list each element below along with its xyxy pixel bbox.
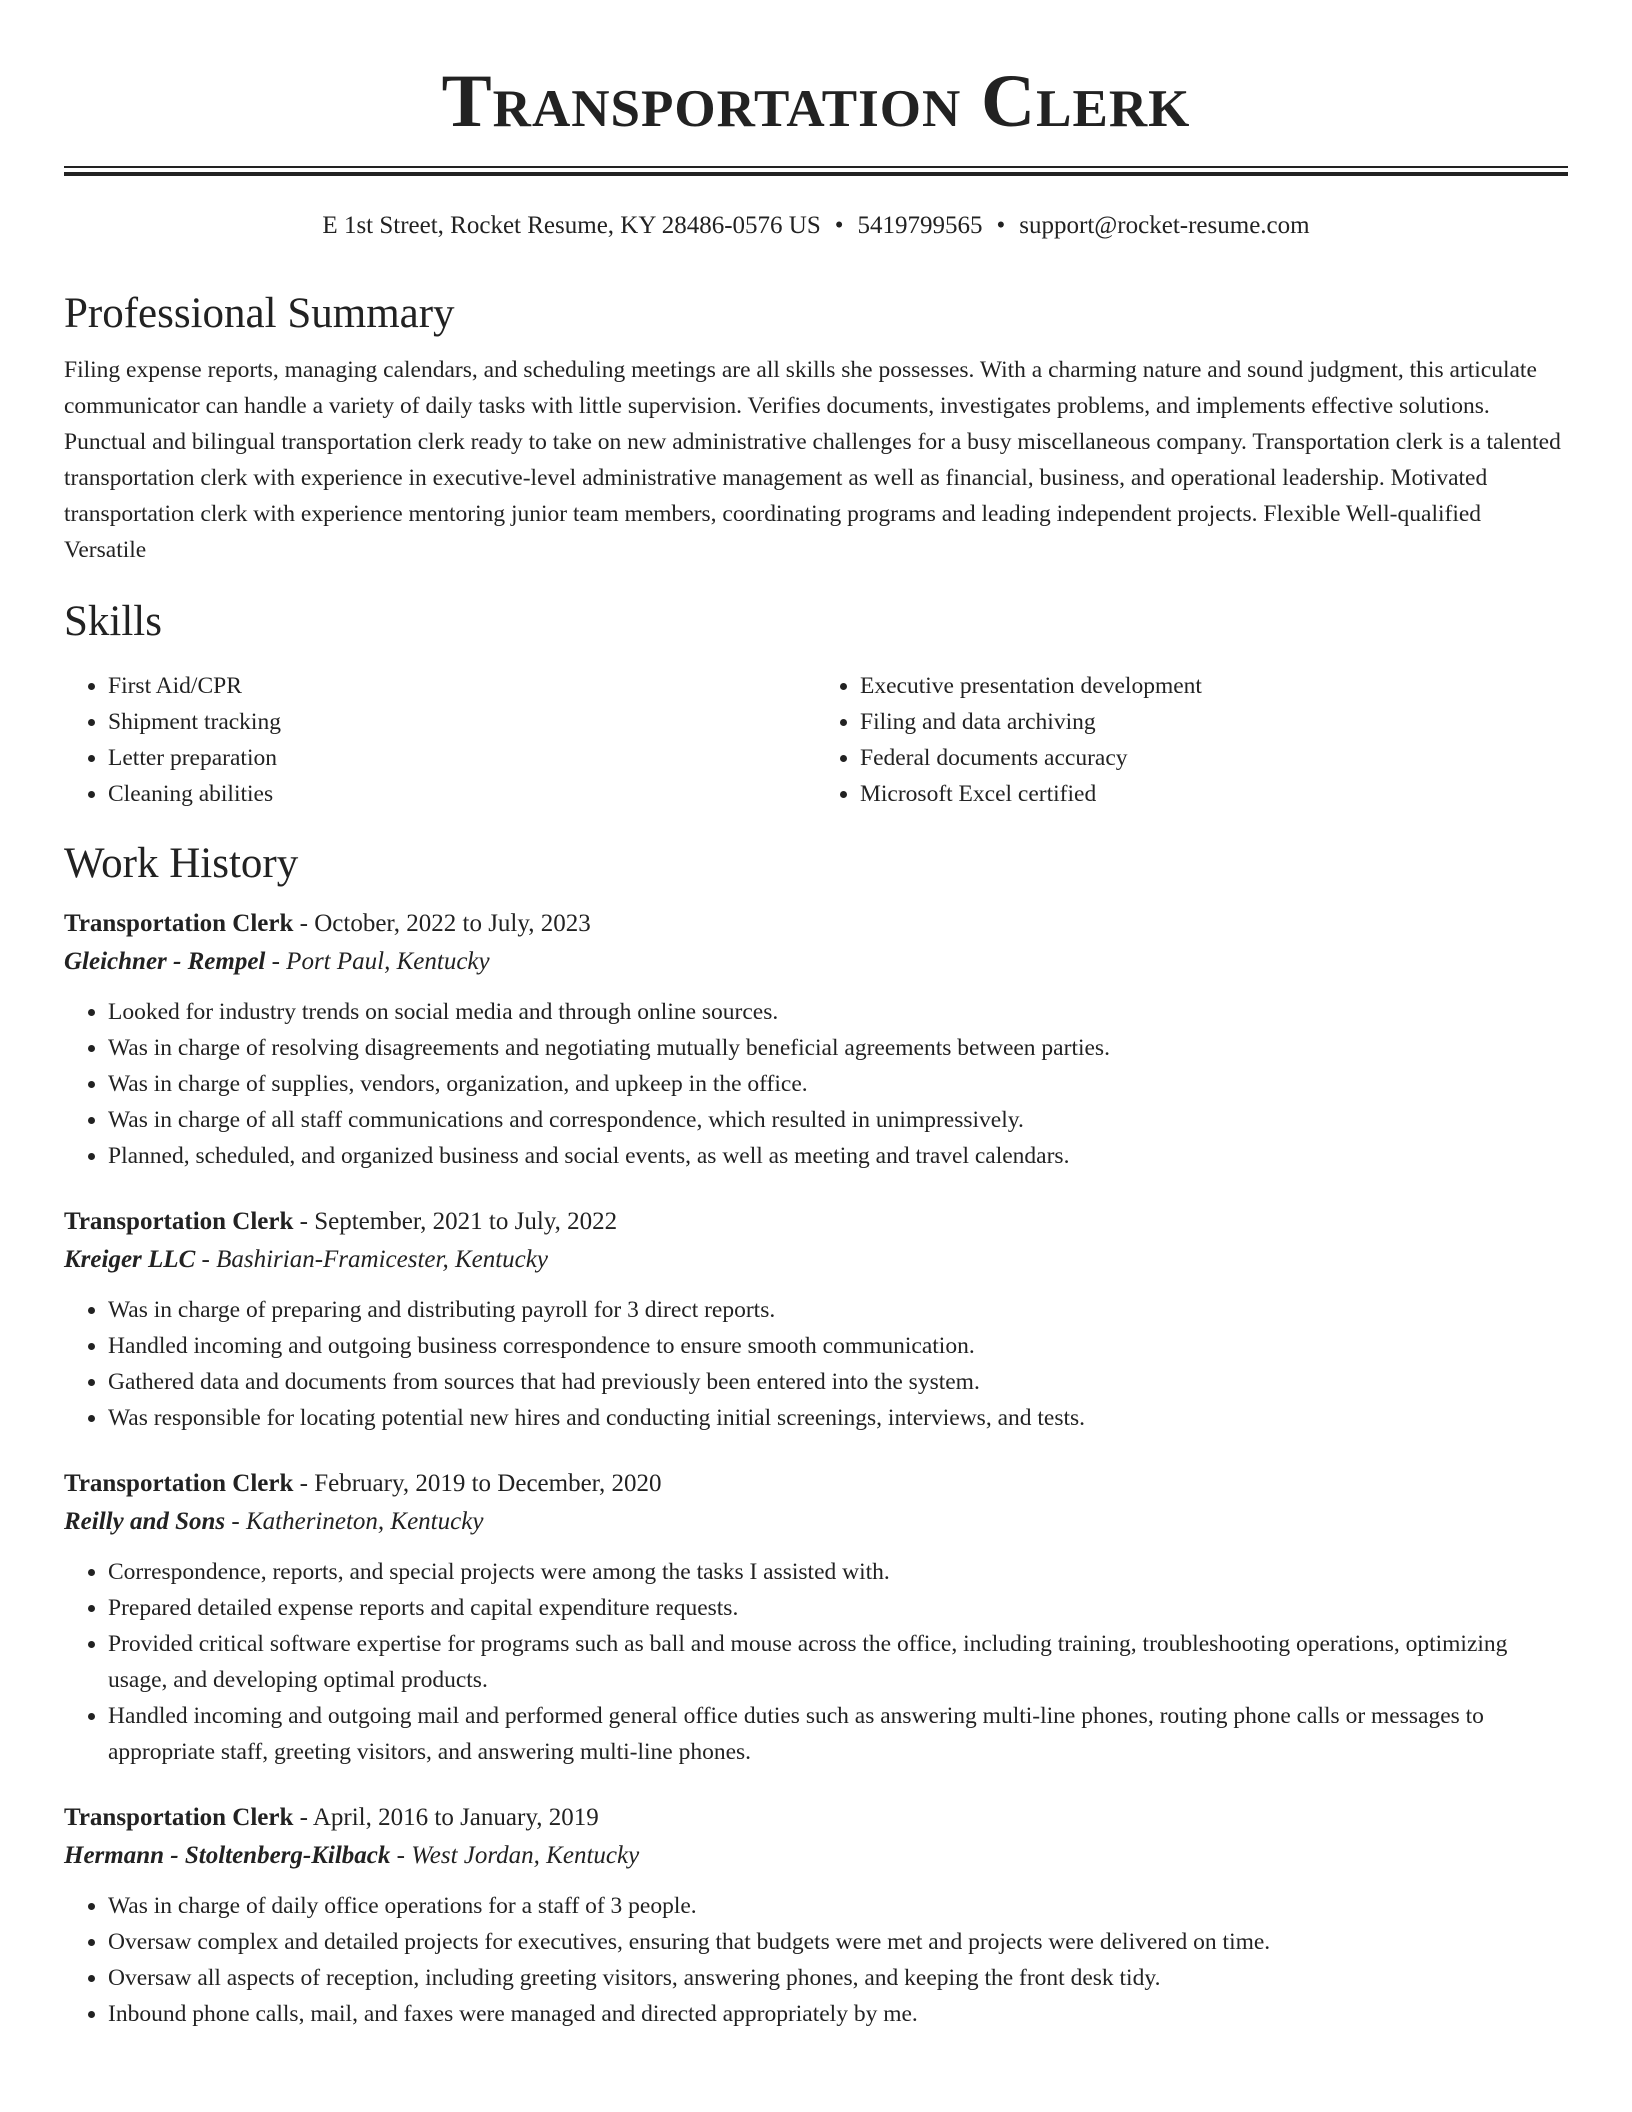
job-title-line <box>64 1466 1568 1502</box>
company-name: Gleichner - Rempel <box>64 948 266 975</box>
job-title-line <box>64 1800 1568 1836</box>
company-name: Kreiger LLC <box>64 1246 196 1273</box>
company-location: - Katherineton, Kentucky <box>225 1508 484 1535</box>
job-entry <box>64 1204 1568 1436</box>
header-divider <box>64 166 1568 176</box>
duty-item: • Planned, scheduled, and organized business and social events, as well as meeting and travel calendars. <box>108 1138 1568 1174</box>
duty-item: • Was responsible for locating potential new hires and conducting initial screenings, interviews, and tests. <box>108 1400 1568 1436</box>
duty-item: • Looked for industry trends on social media and through online sources. <box>108 994 1568 1030</box>
job-title: Transportation Clerk <box>64 1208 294 1235</box>
skill-item: • Cleaning abilities <box>108 776 816 812</box>
duty-item: • Was in charge of daily office operations for a staff of 3 people. <box>108 1888 1568 1924</box>
duty-item: • Oversaw complex and detailed projects for executives, ensuring that budgets were met and projects were delivered on time. <box>108 1924 1568 1960</box>
duty-item: • Was in charge of supplies, vendors, organization, and upkeep in the office. <box>108 1066 1568 1102</box>
duty-item: • Gathered data and documents from sources that had previously been entered into the system. <box>108 1364 1568 1400</box>
duty-item: • Inbound phone calls, mail, and faxes were managed and directed appropriately by me. <box>108 1996 1568 2032</box>
contact-email: support@rocket-resume.com <box>1019 212 1310 239</box>
contact-address: E 1st Street, Rocket Resume, KY 28486-0576 US <box>322 212 821 239</box>
contact-separator: • <box>834 212 844 239</box>
summary-text: Filing expense reports, managing calendars, and scheduling meetings are all skills she possesses. With a charming nature and sound judgment, this articulate communicator can handle a variety of daily tasks with little supervision. Verifies documents, investigates problems, and implements effective solutions. Punctual and bilingual transportation clerk ready to take on new administrative challenges for a busy miscellaneous company. Transportation clerk is a talented transportation clerk with experience in executive-level administrative management as well as financial, business, and operational leadership. Motivated transportation clerk with experience mentoring junior team members, coordinating programs and leading independent projects. Flexible Well-qualified Versatile <box>64 357 1561 563</box>
duty-item: • Was in charge of all staff communications and correspondence, which resulted in unimpressively. <box>108 1102 1568 1138</box>
duty-item: • Prepared detailed expense reports and capital expenditure requests. <box>108 1590 1568 1626</box>
company-location: - West Jordan, Kentucky <box>390 1842 640 1869</box>
skill-item: • Federal documents accuracy <box>860 740 1568 776</box>
job-title-line <box>64 1204 1568 1240</box>
duty-item: • Was in charge of preparing and distributing payroll for 3 direct reports. <box>108 1292 1568 1328</box>
job-duties <box>64 994 1568 1174</box>
job-entry <box>64 1466 1568 1770</box>
skills-column-right <box>816 668 1568 812</box>
skills-heading: Skills <box>64 598 162 645</box>
company-name: Reilly and Sons <box>64 1508 226 1535</box>
skills-column-left <box>64 668 816 812</box>
resume-name: Transportation Clerk <box>441 60 1191 143</box>
company-line <box>64 1242 1568 1278</box>
job-dates: - September, 2021 to July, 2022 <box>293 1208 618 1235</box>
skill-item: • Filing and data archiving <box>860 704 1568 740</box>
company-line <box>64 1504 1568 1540</box>
contact-phone: 5419799565 <box>857 212 983 239</box>
duty-item: • Was in charge of resolving disagreements and negotiating mutually beneficial agreements between parties. <box>108 1030 1568 1066</box>
duty-item: • Correspondence, reports, and special projects were among the tasks I assisted with. <box>108 1554 1568 1590</box>
skill-item: • First Aid/CPR <box>108 668 816 704</box>
company-name: Hermann - Stoltenberg-Kilback <box>64 1842 391 1869</box>
skill-item: • Microsoft Excel certified <box>860 776 1568 812</box>
job-dates: - October, 2022 to July, 2023 <box>293 910 591 937</box>
duty-item: • Provided critical software expertise for programs such as ball and mouse across the office, including training, troubleshooting operations, optimizing usage, and developing optimal products. <box>108 1626 1568 1698</box>
skill-item: • Shipment tracking <box>108 704 816 740</box>
company-line <box>64 1838 1568 1874</box>
job-title: Transportation Clerk <box>64 1804 294 1831</box>
job-dates: - April, 2016 to January, 2019 <box>293 1804 599 1831</box>
job-title-line <box>64 906 1568 942</box>
work-history-heading: Work History <box>64 840 299 887</box>
company-location: - Bashirian-Framicester, Kentucky <box>195 1246 548 1273</box>
duty-item: • Handled incoming and outgoing mail and performed general office duties such as answering multi-line phones, routing phone calls or messages to appropriate staff, greeting visitors, and answering multi-line phones. <box>108 1698 1568 1770</box>
skills-list <box>64 668 1568 812</box>
job-duties <box>64 1292 1568 1436</box>
job-duties <box>64 1554 1568 1770</box>
company-location: - Port Paul, Kentucky <box>265 948 490 975</box>
contact-line <box>64 210 1568 242</box>
job-duties <box>64 1888 1568 2032</box>
skill-item: • Letter preparation <box>108 740 816 776</box>
job-entry <box>64 906 1568 1174</box>
job-title: Transportation Clerk <box>64 1470 294 1497</box>
duty-item: • Oversaw all aspects of reception, including greeting visitors, answering phones, and keeping the front desk tidy. <box>108 1960 1568 1996</box>
contact-separator: • <box>996 212 1006 239</box>
job-entry <box>64 1800 1568 2032</box>
duty-item: • Handled incoming and outgoing business correspondence to ensure smooth communication. <box>108 1328 1568 1364</box>
job-title: Transportation Clerk <box>64 910 294 937</box>
job-dates: - February, 2019 to December, 2020 <box>293 1470 662 1497</box>
summary-heading: Professional Summary <box>64 290 455 337</box>
skill-item: • Executive presentation development <box>860 668 1568 704</box>
company-line <box>64 944 1568 980</box>
